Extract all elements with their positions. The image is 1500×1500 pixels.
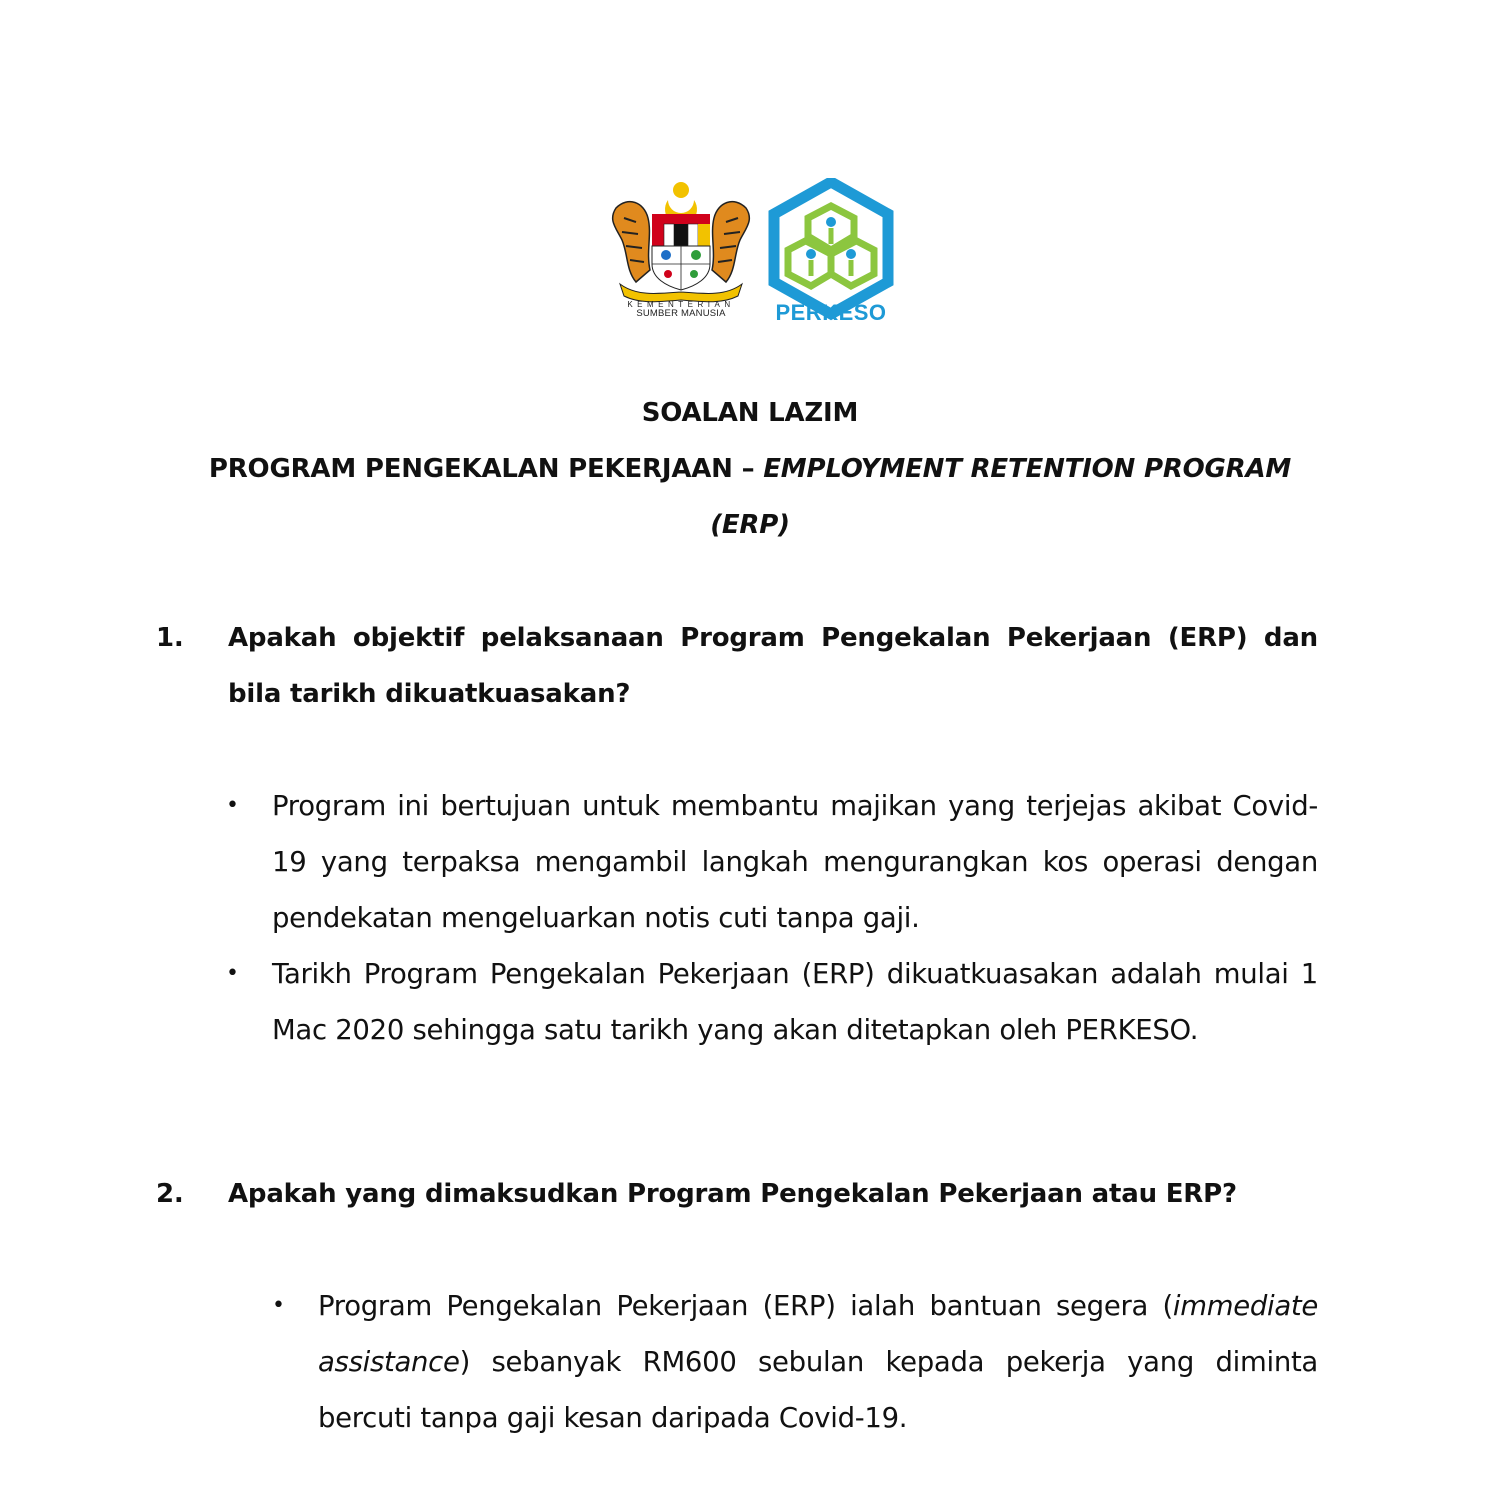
crest-caption-line1: KEMENTERIAN	[627, 300, 735, 309]
page-title: SOALAN LAZIM	[641, 398, 859, 428]
question-1	[156, 610, 1318, 722]
list-item	[272, 1278, 1318, 1446]
page-subtitle	[160, 454, 1340, 484]
answer-text: Tarikh Program Pengekalan Pekerjaan (ERP) dikuatkuasakan adalah mulai 1 Mac 2020 sehingga satu tarikh yang akan ditetapkan oleh PERKESO.	[272, 958, 1318, 1046]
answer-text-italic: immediate assistance	[318, 1290, 1318, 1378]
answer-text: Program ini bertujuan untuk membantu majikan yang terjejas akibat Covid-19 yang terpaksa mengambil langkah mengurangkan kos operasi dengan pendekatan mengeluarkan notis cuti tanpa gaji.	[272, 790, 1318, 934]
question-number: 2.	[156, 1179, 184, 1209]
subtitle-abbreviation: (ERP)	[710, 510, 790, 540]
bullet-icon: •	[226, 793, 239, 818]
bullet-icon: •	[272, 1293, 285, 1318]
list-item	[226, 778, 1318, 946]
answer-text-after: ) sebanyak RM600 sebulan kepada pekerja yang diminta bercuti tanpa gaji kesan daripada Covid-19.	[318, 1346, 1318, 1434]
crest-caption	[610, 300, 752, 318]
bullet-icon: •	[226, 961, 239, 986]
question-text: Apakah objektif pelaksanaan Program Pengekalan Pekerjaan (ERP) dan bila tarikh dikuatkuasakan?	[228, 623, 1318, 709]
logo-area	[606, 178, 896, 328]
list-item	[226, 946, 1318, 1058]
answer-text-before: Program Pengekalan Pekerjaan (ERP) ialah bantuan segera (	[318, 1290, 1173, 1322]
question-text: Apakah yang dimaksudkan Program Pengekalan Pekerjaan atau ERP?	[228, 1179, 1237, 1209]
answer-list-1	[226, 778, 1318, 1058]
answer-list-2	[272, 1278, 1318, 1446]
subtitle-english: EMPLOYMENT RETENTION PROGRAM	[763, 454, 1292, 484]
perkeso-wordmark: PERKESO	[775, 300, 887, 325]
subtitle-main: PROGRAM PENGEKALAN PEKERJAAN –	[208, 454, 764, 484]
question-2	[156, 1166, 1318, 1222]
crest-caption-line2: SUMBER MANUSIA	[636, 308, 726, 319]
question-number: 1.	[156, 623, 184, 653]
